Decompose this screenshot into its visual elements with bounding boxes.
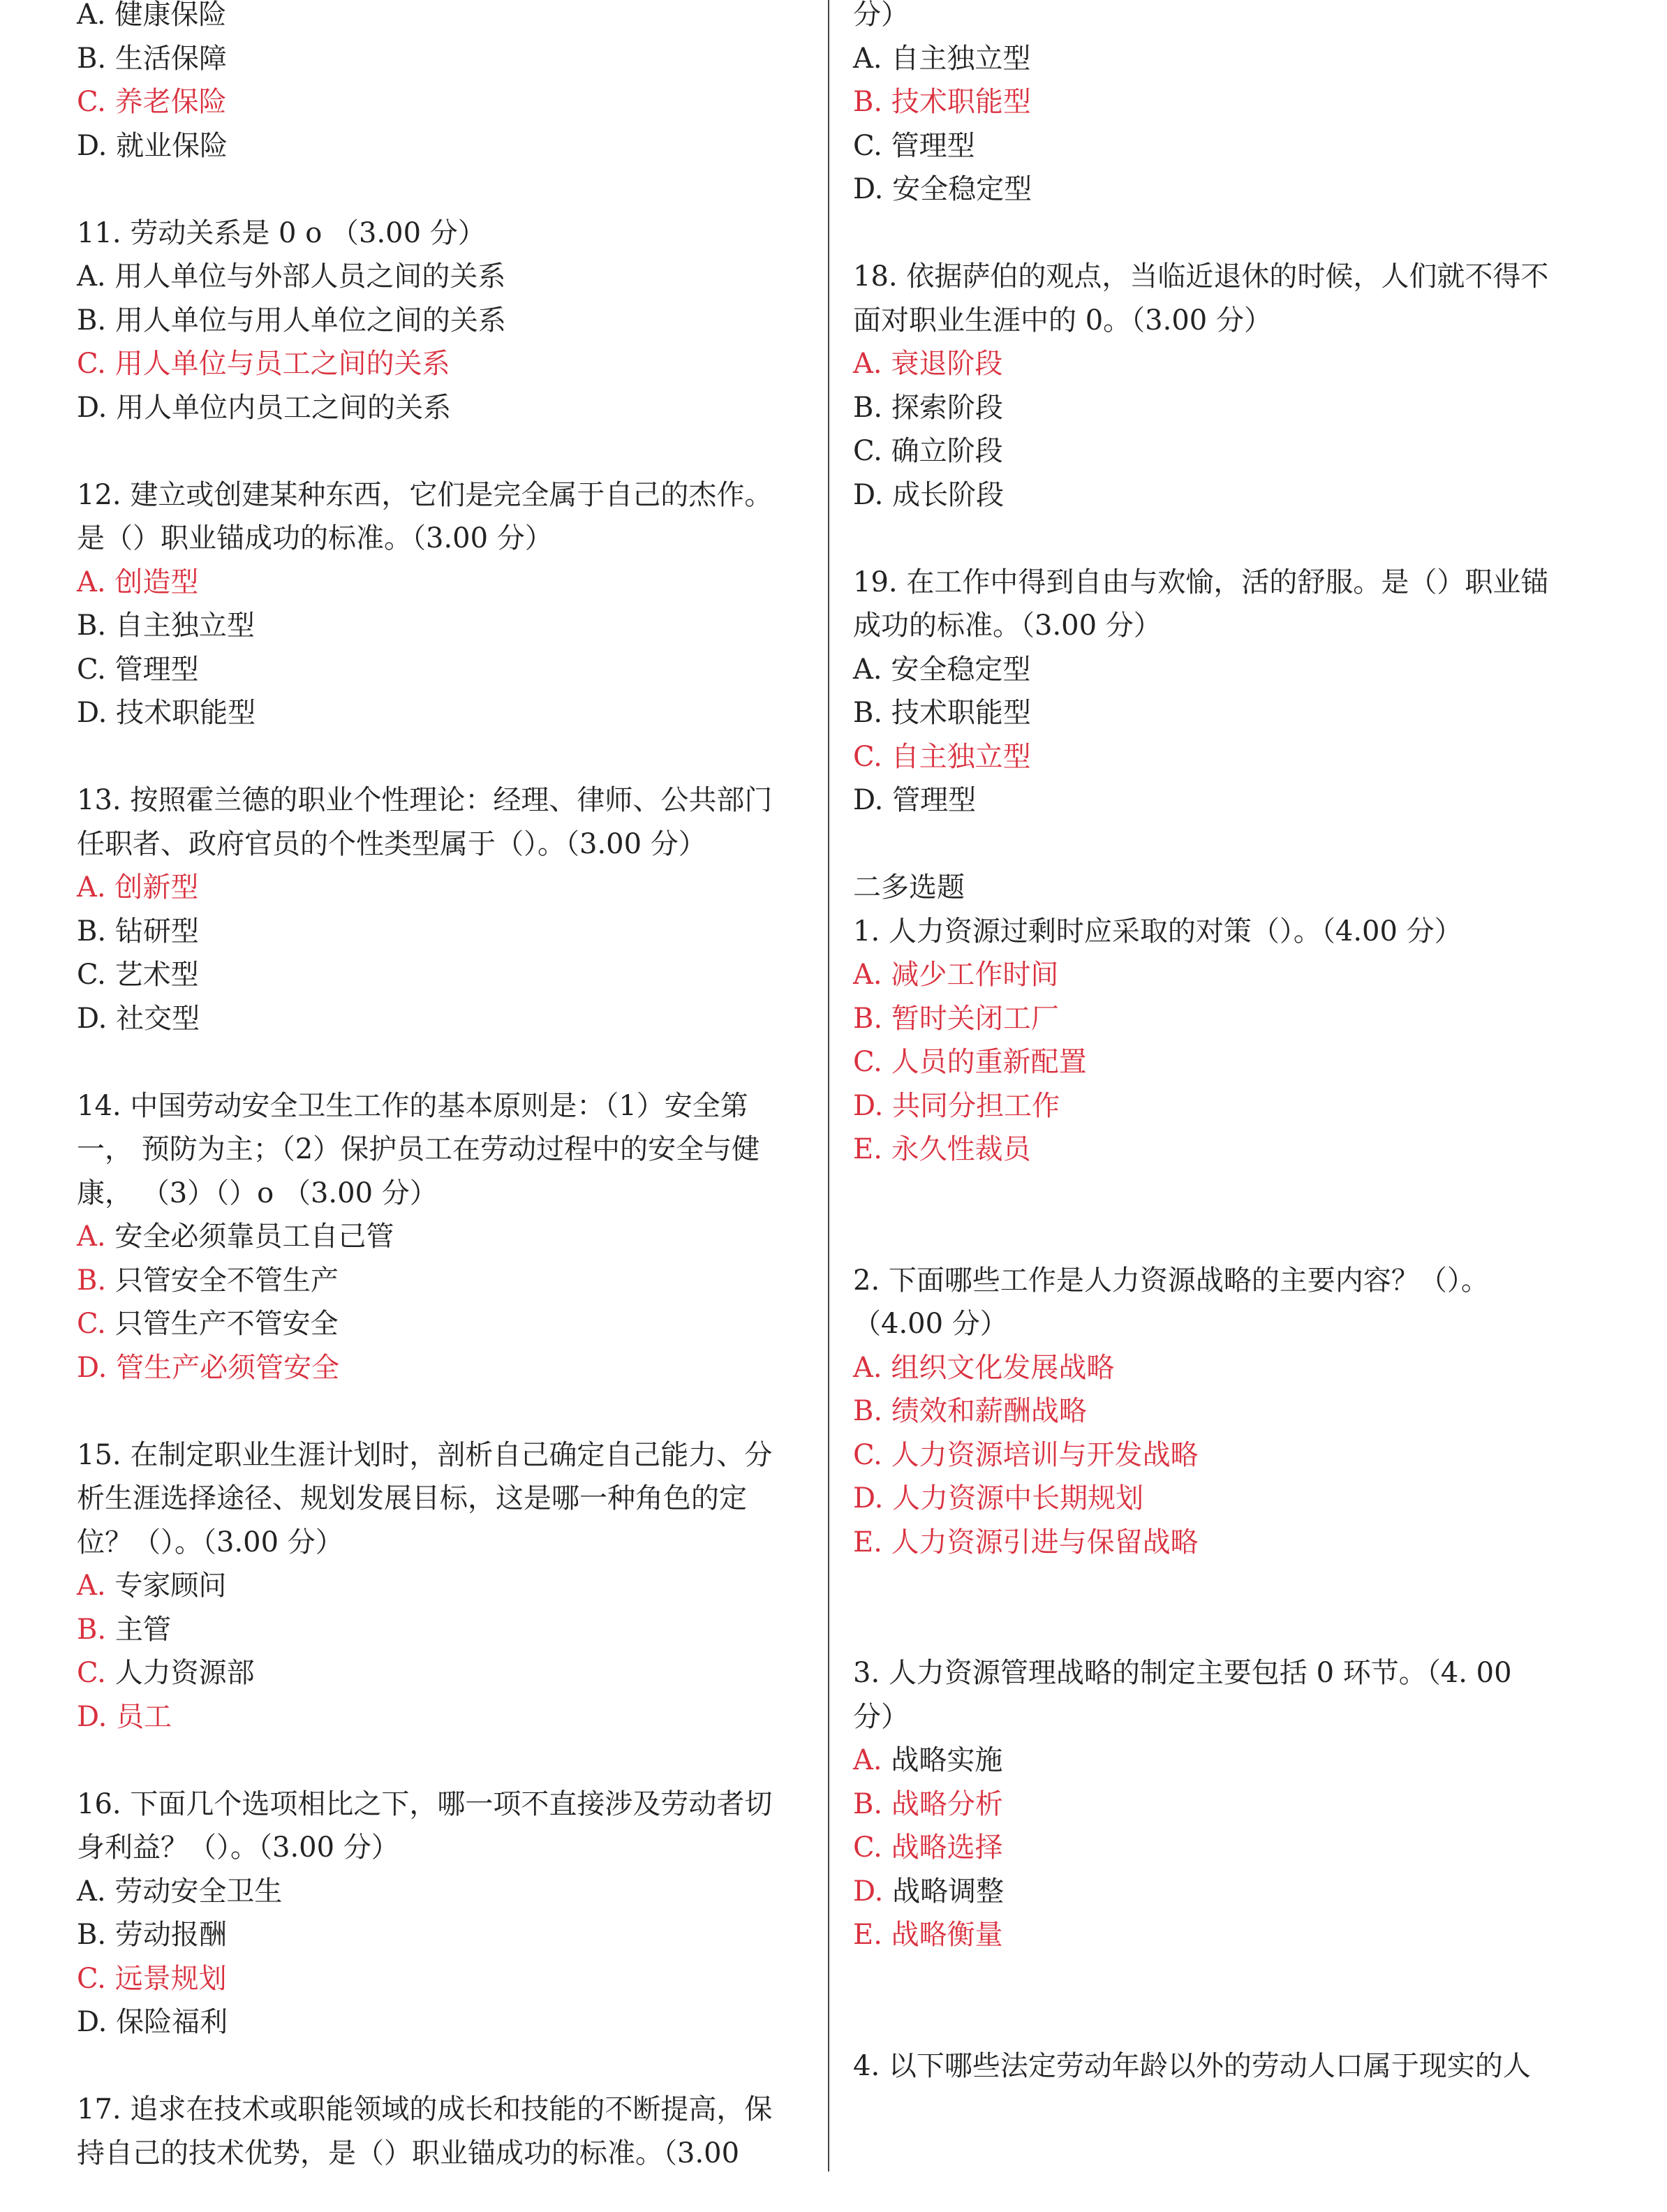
answer-line: E. 人力资源引进与保留战略 <box>853 1526 1199 1558</box>
option-text: 人力资源部 <box>105 1657 255 1689</box>
text-line: A. 健康保险 <box>77 0 227 31</box>
text-line: 15. 在制定职业生涯计划时，剖析自己确定自己能力、分 <box>77 1438 773 1471</box>
answer-line: B. 战略分析 <box>853 1787 1003 1820</box>
answer-line: A. 创新型 <box>77 871 199 904</box>
text-line: D. 用人单位内员工之间的关系 <box>77 391 452 424</box>
answer-line: B. 绩效和薪酬战略 <box>853 1395 1087 1427</box>
text-line <box>77 1215 394 1258</box>
text-line: 持自己的技术优势，是（）职业锚成功的标准。（3.00 <box>77 2137 740 2169</box>
text-line: D. 就业保险 <box>77 129 228 162</box>
answer-line: B. 暂时关闭工厂 <box>853 1002 1059 1035</box>
answer-line: C. 战略选择 <box>853 1831 1003 1864</box>
option-letter: A. <box>853 1744 882 1776</box>
answer-line: D. 共同分担工作 <box>853 1089 1060 1122</box>
text-line: C. 管理型 <box>853 129 975 162</box>
text-line: A. 用人单位与外部人员之间的关系 <box>77 260 506 293</box>
answer-line: E. 永久性裁员 <box>853 1133 1031 1165</box>
text-line <box>77 1651 255 1695</box>
text-line: 4. 以下哪些法定劳动年龄以外的劳动人口属于现实的人 <box>853 2049 1531 2082</box>
text-line: B. 技术职能型 <box>853 697 1031 729</box>
text-line: B. 钻研型 <box>77 915 199 948</box>
text-line: D. 管理型 <box>853 784 977 816</box>
column-divider <box>828 0 829 2172</box>
text-line: A. 安全稳定型 <box>853 653 1031 686</box>
text-line: B. 用人单位与用人单位之间的关系 <box>77 304 506 337</box>
text-line: D. 技术职能型 <box>77 697 256 729</box>
answer-line: D. 人力资源中长期规划 <box>853 1482 1144 1514</box>
text-line: 3. 人力资源管理战略的制定主要包括 0 环节。（4. 00 <box>853 1657 1512 1689</box>
text-line <box>77 1564 226 1607</box>
option-text: 主管 <box>106 1613 171 1646</box>
option-letter: A. <box>77 1221 106 1253</box>
text-line: B. 自主独立型 <box>77 610 255 642</box>
option-letter: A. <box>77 1570 106 1602</box>
text-line: 二多选题 <box>853 871 965 904</box>
answer-line: C. 用人单位与员工之间的关系 <box>77 348 450 380</box>
answer-line: C. 自主独立型 <box>853 740 1031 773</box>
text-line: D. 安全稳定型 <box>853 173 1032 205</box>
option-letter: B. <box>77 1264 107 1297</box>
answer-line: C. 人员的重新配置 <box>853 1046 1087 1078</box>
option-letter: C. <box>77 1308 106 1340</box>
text-line <box>77 1259 339 1302</box>
text-line: D. 成长阶段 <box>853 478 1005 511</box>
option-letter: D. <box>853 1875 884 1908</box>
answer-line: A. 衰退阶段 <box>853 348 1003 380</box>
option-letter: C. <box>77 1657 106 1689</box>
text-line: 分） <box>853 1700 909 1733</box>
text-line <box>853 1739 1002 1782</box>
text-line: 14. 中国劳动安全卫生工作的基本原则是：（1）安全第 <box>77 1089 748 1122</box>
text-line: 2. 下面哪些工作是人力资源战略的主要内容？（）。 <box>853 1264 1489 1297</box>
text-line: A. 劳动安全卫生 <box>77 1875 283 1908</box>
text-line: D. 保险福利 <box>77 2006 228 2038</box>
text-line: B. 探索阶段 <box>853 391 1003 424</box>
text-line: 1. 人力资源过剩时应采取的对策（）。（4.00 分） <box>853 915 1462 948</box>
answer-line: D. 管生产必须管安全 <box>77 1351 340 1384</box>
option-text: 战略实施 <box>882 1744 1003 1776</box>
text-line: 18. 依据萨伯的观点，当临近退休的时候，人们就不得不 <box>853 260 1549 293</box>
text-line: 任职者、政府官员的个性类型属于（）。（3.00 分） <box>77 827 706 860</box>
text-line: 19. 在工作中得到自由与欢愉，活的舒服。是（）职业锚 <box>853 566 1549 598</box>
text-line <box>853 1870 1004 1913</box>
option-text: 战略调整 <box>883 1875 1005 1908</box>
option-text: 安全必须靠员工自己管 <box>105 1221 394 1253</box>
answer-line: A. 组织文化发展战略 <box>853 1351 1115 1384</box>
text-line: 一， 预防为主；（2）保护员工在劳动过程中的安全与健 <box>77 1133 760 1165</box>
text-line: 成功的标准。（3.00 分） <box>853 610 1162 642</box>
text-line: 析生涯选择途径、规划发展目标，这是哪一种角色的定 <box>77 1482 747 1514</box>
text-line: D. 社交型 <box>77 1002 200 1035</box>
text-line: B. 生活保障 <box>77 42 227 75</box>
text-line: 面对职业生涯中的 0。（3.00 分） <box>853 304 1272 337</box>
text-line: 11. 劳动关系是 0 o （3.00 分） <box>77 216 486 249</box>
answer-line: A. 减少工作时间 <box>853 959 1059 991</box>
text-line: 身利益？（）。（3.00 分） <box>77 1831 399 1864</box>
text-line: 位？（）。（3.00 分） <box>77 1526 343 1558</box>
text-line <box>77 1302 339 1345</box>
text-line: 13. 按照霍兰德的职业个性理论：经理、律师、公共部门 <box>77 784 773 816</box>
text-line: 分） <box>853 0 909 31</box>
text-line: 是（）职业锚成功的标准。（3.00 分） <box>77 522 553 554</box>
answer-line: C. 远景规划 <box>77 1962 227 1995</box>
option-text: 只管生产不管安全 <box>105 1308 339 1340</box>
text-line: B. 劳动报酬 <box>77 1919 227 1951</box>
text-line: C. 管理型 <box>77 653 199 686</box>
text-line: C. 确立阶段 <box>853 435 1003 467</box>
text-line: A. 自主独立型 <box>853 42 1031 75</box>
answer-line: B. 技术职能型 <box>853 86 1031 118</box>
text-line: 康， （3）（）o （3.00 分） <box>77 1177 438 1209</box>
text-line: 12. 建立或创建某种东西，它们是完全属于自己的杰作。 <box>77 478 773 511</box>
answer-line: C. 养老保险 <box>77 86 227 118</box>
option-text: 专家顾问 <box>105 1570 227 1602</box>
option-text: 只管安全不管生产 <box>106 1264 339 1297</box>
answer-line: E. 战略衡量 <box>853 1919 1003 1951</box>
text-line: 16. 下面几个选项相比之下，哪一项不直接涉及劳动者切 <box>77 1787 773 1820</box>
text-line: （4.00 分） <box>853 1308 1008 1340</box>
text-line <box>77 1608 171 1651</box>
answer-line: A. 创造型 <box>77 566 199 598</box>
text-line: C. 艺术型 <box>77 959 199 991</box>
text-line: 17. 追求在技术或职能领域的成长和技能的不断提高，保 <box>77 2093 773 2125</box>
answer-line: C. 人力资源培训与开发战略 <box>853 1438 1199 1471</box>
option-letter: B. <box>77 1613 107 1646</box>
answer-line: D. 员工 <box>77 1700 172 1733</box>
